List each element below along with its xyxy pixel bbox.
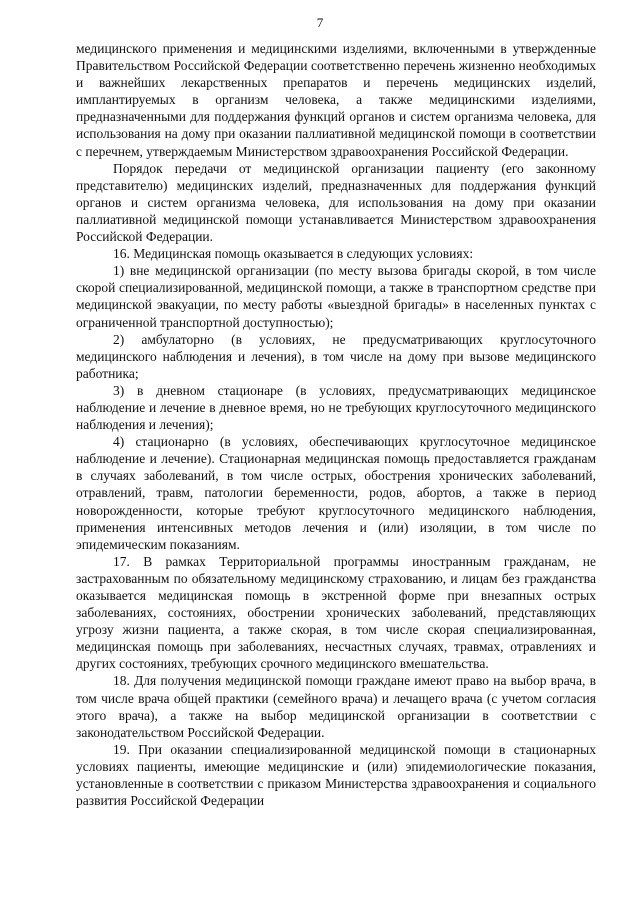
paragraph-item-4: 4) стационарно (в условиях, обеспечивающих круглосуточное медицинское наблюдение и лечение). Стационарная медицинская помощь предоставляется гражданам в случаях заболеваний, в том числе острых, обострения хронических заболеваний, отравлений, травм, патологии беременности, родов, абортов, а также в период новорожденности, которые требуют круглосуточного медицинского наблюдения, применения интенсивных методов лечения и (или) изоляции, в том числе по эпидемическим показаниям. (76, 434, 596, 552)
paragraph-item-1: 1) вне медицинской организации (по месту вызова бригады скорой, в том числе скорой специализированной, медицинской помощи, а также в транспортном средстве при медицинской эвакуации, по месту работы «выездной бригады» в населенных пунктах с ограниченной транспортной доступностью); (76, 263, 596, 330)
paragraph-section-17: 17. В рамках Территориальной программы иностранным гражданам, не застрахованным по обязательному медицинскому страхованию, и лицам без гражданства оказывается медицинская помощь в экстренной форме при внезапных острых заболеваниях, состояниях, обострении хронических заболеваний, представляющих угрозу жизни пациента, а также скорая, в том числе скорая специализированная, медицинская помощь при заболеваниях, несчастных случаях, травмах, отравлениях и других состояниях, требующих срочного медицинского вмешательства. (76, 553, 596, 672)
paragraph-section-19: 19. При оказании специализированной медицинской помощи в стационарных условиях пациенты, имеющие медицинские и (или) эпидемиологические показания, установленные в соответствии с приказом Министерства здравоохранения и социального развития Российской Федерации (76, 741, 596, 809)
paragraph-item-2: 2) амбулаторно (в условиях, не предусматривающих круглосуточного медицинского наблюдения и лечения), в том числе на дому при вызове медицинского работника; (76, 331, 596, 381)
paragraph-continuation: медицинского применения и медицинскими изделиями, включенными в утвержденные Правительством Российской Федерации соответственно перечень жизненно необходимых и важнейших лекарственных препаратов и перечень медицинских изделий, имплантируемых в организм человека, а также медицинскими изделиями, предназначенными для поддержания функций органов и систем организма человека, для использования на дому при оказании паллиативной медицинской помощи в соответствии с перечнем, утверждаемым Министерством здравоохранения Российской Федерации. (76, 41, 596, 159)
paragraph-item-3: 3) в дневном стационаре (в условиях, предусматривающих медицинское наблюдение и лечение в дневное время, но не требующих круглосуточного медицинского наблюдения и лечения); (76, 382, 596, 433)
paragraph-section-18: 18. Для получения медицинской помощи граждане имеют право на выбор врача, в том числе врача общей практики (семейного врача) и лечащего врача (с учетом согласия этого врача), а также на выбор медицинской организации в соответствии с законодательством Российской Федерации. (76, 673, 596, 740)
page-number: 7 (316, 15, 324, 30)
paragraph-transfer-procedure: Порядок передачи от медицинской организации пациенту (его законному представителю) медицинских изделий, предназначенных для поддержания функций органов и систем организма человека, для использования на дому при оказании паллиативной медицинской помощи устанавливается Министерством здравоохранения Российской Федерации. (76, 160, 596, 245)
document-body (76, 40, 596, 809)
paragraph-section-16: 16. Медицинская помощь оказывается в следующих условиях: (113, 246, 474, 262)
